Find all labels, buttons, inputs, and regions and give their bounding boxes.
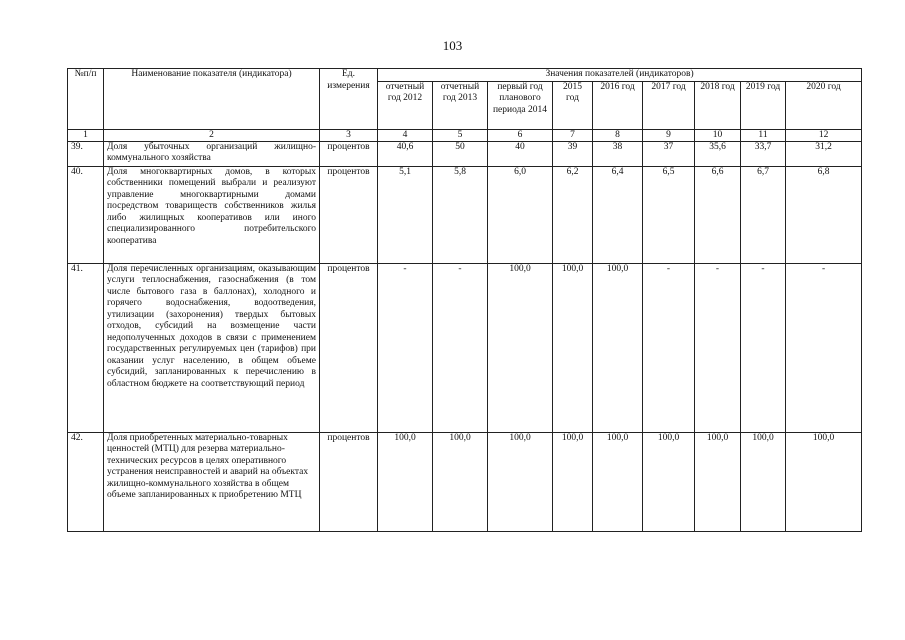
value-2012: - xyxy=(378,263,433,432)
indicator-name: Доля убыточных организаций жилищно-коммунального хозяйства xyxy=(104,141,320,166)
value-2019: - xyxy=(741,263,786,432)
table-row xyxy=(68,263,862,432)
value-2017: 37 xyxy=(643,141,695,166)
value-2020: 100,0 xyxy=(786,432,862,531)
unit: процентов xyxy=(320,263,378,432)
table-row xyxy=(68,166,862,263)
value-2014: 100,0 xyxy=(488,263,553,432)
value-2017: 6,5 xyxy=(643,166,695,263)
value-2019: 100,0 xyxy=(741,432,786,531)
column-number: 6 xyxy=(488,129,553,141)
column-number: 9 xyxy=(643,129,695,141)
header-year-2020: 2020 год xyxy=(786,81,862,129)
header-values-group: Значения показателей (индикаторов) xyxy=(378,69,862,82)
column-number: 7 xyxy=(553,129,593,141)
column-numbers-row xyxy=(68,129,862,141)
column-number: 5 xyxy=(433,129,488,141)
header-year-2014: первый год планового периода 2014 xyxy=(488,81,553,129)
header-year-2013: отчетный год 2013 xyxy=(433,81,488,129)
table-row xyxy=(68,141,862,166)
column-number: 8 xyxy=(593,129,643,141)
header-year-2018: 2018 год xyxy=(695,81,741,129)
value-2017: 100,0 xyxy=(643,432,695,531)
value-2019: 6,7 xyxy=(741,166,786,263)
unit: процентов xyxy=(320,166,378,263)
header-year-2012: отчетный год 2012 xyxy=(378,81,433,129)
row-number: 42. xyxy=(68,432,104,531)
header-year-2015: 2015 год xyxy=(553,81,593,129)
value-2012: 100,0 xyxy=(378,432,433,531)
value-2014: 40 xyxy=(488,141,553,166)
column-number: 4 xyxy=(378,129,433,141)
unit: процентов xyxy=(320,432,378,531)
header-year-2017: 2017 год xyxy=(643,81,695,129)
column-number: 1 xyxy=(68,129,104,141)
table-row xyxy=(68,432,862,531)
value-2016: 38 xyxy=(593,141,643,166)
column-number: 2 xyxy=(104,129,320,141)
column-number: 3 xyxy=(320,129,378,141)
column-number: 10 xyxy=(695,129,741,141)
indicators-table xyxy=(67,68,862,532)
value-2015: 100,0 xyxy=(553,263,593,432)
value-2018: 35,6 xyxy=(695,141,741,166)
value-2012: 5,1 xyxy=(378,166,433,263)
value-2014: 100,0 xyxy=(488,432,553,531)
header-year-2016: 2016 год xyxy=(593,81,643,129)
row-number: 40. xyxy=(68,166,104,263)
value-2013: - xyxy=(433,263,488,432)
indicator-name: Доля приобретенных материально-товарных ценностей (МТЦ) для резерва материально-технических ресурсов в целях оперативного устранения неисправностей и аварий на объектах жилищно-коммунального хозяйства в общем объеме запланированных к приобретению МТЦ xyxy=(104,432,320,531)
value-2019: 33,7 xyxy=(741,141,786,166)
row-number: 39. xyxy=(68,141,104,166)
header-col-no: №п/п xyxy=(68,69,104,130)
value-2012: 40,6 xyxy=(378,141,433,166)
value-2013: 50 xyxy=(433,141,488,166)
value-2018: 6,6 xyxy=(695,166,741,263)
value-2017: - xyxy=(643,263,695,432)
value-2013: 100,0 xyxy=(433,432,488,531)
value-2014: 6,0 xyxy=(488,166,553,263)
value-2020: 6,8 xyxy=(786,166,862,263)
column-number: 11 xyxy=(741,129,786,141)
value-2013: 5,8 xyxy=(433,166,488,263)
column-number: 12 xyxy=(786,129,862,141)
value-2016: 100,0 xyxy=(593,432,643,531)
value-2016: 6,4 xyxy=(593,166,643,263)
value-2016: 100,0 xyxy=(593,263,643,432)
indicator-name: Доля перечисленных организациям, оказывающим услуги теплоснабжения, газоснабжения (в том числе бытового газа в баллонах), холодного и горячего водоснабжения, водоотведения, утилизации (захоронения) твердых бытовых отходов, субсидий на возмещение части недополученных доходов в связи с применением государственных регулируемых цен (тарифов) при оказании услуг населению, в общем объеме субсидий, запланированных к перечислению в областном бюджете на соответствующий период xyxy=(104,263,320,432)
row-number: 41. xyxy=(68,263,104,432)
unit: процентов xyxy=(320,141,378,166)
page-number: 103 xyxy=(442,38,463,53)
indicator-name: Доля многоквартирных домов, в которых собственники помещений выбрали и реализуют управление многоквартирными домами посредством товариществ собственников жилья либо жилищных кооперативов или иного специализированного потребительского кооператива xyxy=(104,166,320,263)
value-2020: 31,2 xyxy=(786,141,862,166)
value-2020: - xyxy=(786,263,862,432)
value-2018: 100,0 xyxy=(695,432,741,531)
header-year-2019: 2019 год xyxy=(741,81,786,129)
value-2015: 100,0 xyxy=(553,432,593,531)
value-2018: - xyxy=(695,263,741,432)
value-2015: 39 xyxy=(553,141,593,166)
value-2015: 6,2 xyxy=(553,166,593,263)
header-col-unit: Ед. измерения xyxy=(320,69,378,130)
header-col-name: Наименование показателя (индикатора) xyxy=(104,69,320,130)
